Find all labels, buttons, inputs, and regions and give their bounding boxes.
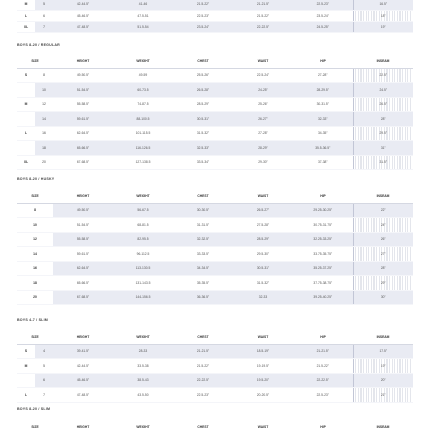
header-hip: HIP (293, 55, 353, 68)
size-cell: S (17, 344, 35, 359)
size-cell: 10 (17, 218, 53, 233)
measure-cell: 47-48.5" (53, 21, 113, 32)
measure-cell: 21.5-22" (293, 359, 353, 374)
measure-cell: 21.5-22" (233, 10, 293, 21)
table-row (17, 97, 413, 112)
table-row (17, 261, 413, 276)
header-height: HEIGHT (53, 190, 113, 203)
size-cell: M (17, 97, 35, 112)
measure-cell: 32-33 (233, 290, 293, 305)
table-row (17, 112, 413, 127)
measure-cell: 45-46.5" (53, 10, 113, 21)
measure-cell: 74-87.5 (113, 97, 173, 112)
measure-cell: 21.5-22" (173, 0, 233, 10)
header-inseam: INSEAM (353, 55, 413, 68)
table-row (17, 10, 413, 21)
measure-cell: 21-21.5" (173, 344, 233, 359)
measure-cell: 30.5-31" (173, 112, 233, 127)
age-cell: 7 (35, 21, 53, 32)
measure-cell: 27.5-28" (233, 218, 293, 233)
table-row (17, 373, 413, 388)
size-cell: XL (17, 155, 35, 170)
measure-cell: 62-64.5" (53, 126, 113, 141)
measure-cell: 41-46 (113, 0, 173, 10)
header-height: HEIGHT (53, 55, 113, 68)
measure-cell: 30-30.5" (173, 203, 233, 218)
header-weight: WEIGHT (113, 190, 173, 203)
measure-cell: 22-22.5" (233, 21, 293, 32)
header-size: SIZE (17, 190, 53, 203)
header-hip: HIP (293, 421, 353, 430)
table-header-row (17, 55, 413, 68)
measure-cell: 21-21.5" (233, 0, 293, 10)
table-row (17, 83, 413, 98)
size-cell (17, 83, 35, 98)
table-row (17, 276, 413, 291)
size-cell: 20 (17, 290, 53, 305)
header-height: HEIGHT (53, 421, 113, 430)
measure-cell: 67-68.5" (53, 290, 113, 305)
measure-cell: 26" (353, 232, 413, 247)
size-cell: 16 (17, 261, 53, 276)
age-cell: 6 (35, 10, 53, 21)
table-row (17, 21, 413, 32)
measure-cell: 30" (353, 290, 413, 305)
measure-cell: 60-73.5 (113, 83, 173, 98)
size-cell: 14 (17, 247, 53, 262)
measure-cell: 30-31.5" (293, 97, 353, 112)
size-cell: XL (17, 21, 35, 32)
size-cell (17, 112, 35, 127)
measure-cell: 22-22.5" (293, 373, 353, 388)
measure-cell: 55-58.5" (53, 232, 113, 247)
age-cell: 12 (35, 97, 53, 112)
measure-cell: 22-22.5" (173, 373, 233, 388)
measure-cell: 127-138.5 (113, 155, 173, 170)
measure-cell: 20" (353, 373, 413, 388)
measure-cell: 65-66.5" (53, 141, 113, 156)
measure-cell: 19-19.5" (233, 359, 293, 374)
measure-cell: 18.5-19" (233, 344, 293, 359)
measure-cell: 21" (353, 388, 413, 403)
measure-cell: 35.5-36.5" (293, 141, 353, 156)
measure-cell: 32-33" (293, 112, 353, 127)
measure-cell: 24.5-25" (293, 21, 353, 32)
header-waist: WAIST (233, 55, 293, 68)
measure-cell: 29.25-30.25" (293, 203, 353, 218)
measure-cell: 23.5-24" (173, 21, 233, 32)
measure-cell: 38.5-43 (113, 373, 173, 388)
header-weight: WEIGHT (113, 55, 173, 68)
size-cell (17, 373, 35, 388)
measure-cell: 31.5" (353, 155, 413, 170)
measure-cell: 28-33 (113, 344, 173, 359)
size-cell: M (17, 0, 35, 10)
measure-cell: 34-34.5" (173, 261, 233, 276)
measure-cell: 22.5-24" (233, 68, 293, 83)
header-size: SIZE (17, 331, 53, 344)
table-row (17, 0, 413, 10)
header-size: SIZE (17, 55, 53, 68)
size-cell: 8 (17, 203, 53, 218)
measure-cell: 16.5" (353, 0, 413, 10)
measure-cell: 59-61.5" (53, 112, 113, 127)
size-table-regular (17, 55, 413, 170)
measure-cell: 29.5-30" (233, 247, 293, 262)
table-row (17, 232, 413, 247)
size-table-slim-4-7 (17, 331, 413, 403)
measure-cell: 25.5-26" (173, 68, 233, 83)
measure-cell: 30.5-31" (233, 261, 293, 276)
size-cell: M (17, 359, 35, 374)
measure-cell: 19" (353, 359, 413, 374)
header-inseam: INSEAM (353, 190, 413, 203)
measure-cell: 35-35.5" (173, 276, 233, 291)
table-row (17, 344, 413, 359)
measure-cell: 27-28" (233, 126, 293, 141)
measure-cell: 31.5-32" (173, 126, 233, 141)
header-waist: WAIST (233, 190, 293, 203)
header-weight: WEIGHT (113, 421, 173, 430)
measure-cell: 34-35" (293, 126, 353, 141)
header-size: SIZE (17, 421, 53, 430)
measure-cell: 24-25" (233, 83, 293, 98)
measure-cell: 43.5-50 (113, 388, 173, 403)
measure-cell: 28" (353, 261, 413, 276)
measure-cell: 22.5-23" (293, 388, 353, 403)
size-cell: S (17, 68, 35, 83)
measure-cell: 28-29.5" (293, 83, 353, 98)
measure-cell: 31" (353, 141, 413, 156)
table-header-row (17, 421, 413, 430)
measure-cell: 82-95.5 (113, 232, 173, 247)
table-row (17, 218, 413, 233)
size-cell: 12 (17, 232, 53, 247)
measure-cell: 42-44.5" (53, 0, 113, 10)
measure-cell: 31.5-32" (233, 276, 293, 291)
header-chest: CHEST (173, 55, 233, 68)
measure-cell: 42-44.5" (53, 359, 113, 374)
table-row (17, 359, 413, 374)
measure-cell: 116-126.5 (113, 141, 173, 156)
table-header-row (17, 331, 413, 344)
table-row (17, 126, 413, 141)
age-cell: 5 (35, 0, 53, 10)
measure-cell: 32.25-33.25" (293, 232, 353, 247)
measure-cell: 22.5-23" (173, 388, 233, 403)
section-title-regular: BOYS 8-20 / REGULAR (17, 43, 60, 47)
header-weight: WEIGHT (113, 331, 173, 344)
measure-cell: 96-112.5 (113, 247, 173, 262)
measure-cell: 22.5-23" (293, 0, 353, 10)
size-table-husky (17, 190, 413, 305)
measure-cell: 62-64.5" (53, 261, 113, 276)
measure-cell: 26.5-28" (173, 83, 233, 98)
size-cell: L (17, 126, 35, 141)
measure-cell: 28.5-29" (173, 97, 233, 112)
measure-cell: 49-50.5" (53, 203, 113, 218)
measure-cell: 22" (353, 203, 413, 218)
size-table-top-partial (17, 0, 413, 33)
measure-cell: 144-156.5 (113, 290, 173, 305)
table-header-row (17, 190, 413, 203)
header-chest: CHEST (173, 190, 233, 203)
measure-cell: 88-100.5 (113, 112, 173, 127)
measure-cell: 65-66.5" (53, 276, 113, 291)
table-row (17, 388, 413, 403)
header-height: HEIGHT (53, 331, 113, 344)
section-title-slim-4-7: BOYS 4-7 / SLIM (17, 318, 48, 322)
measure-cell: 33.75-35.75" (293, 247, 353, 262)
table-row (17, 203, 413, 218)
table-row (17, 141, 413, 156)
measure-cell: 51-54.5" (53, 83, 113, 98)
measure-cell: 26.5" (353, 97, 413, 112)
table-row (17, 247, 413, 262)
measure-cell: 68-81.5 (113, 218, 173, 233)
measure-cell: 25-26" (233, 97, 293, 112)
measure-cell: 37.75-38.75" (293, 276, 353, 291)
measure-cell: 28-29" (233, 141, 293, 156)
measure-cell: 67-68.5" (53, 155, 113, 170)
measure-cell: 18" (353, 10, 413, 21)
header-hip: HIP (293, 190, 353, 203)
measure-cell: 101-115.5 (113, 126, 173, 141)
age-cell: 4 (35, 344, 53, 359)
table-row (17, 155, 413, 170)
header-inseam: INSEAM (353, 331, 413, 344)
age-cell: 20 (35, 155, 53, 170)
measure-cell: 29.5" (353, 126, 413, 141)
header-hip: HIP (293, 331, 353, 344)
measure-cell: 51-54.5" (53, 218, 113, 233)
measure-cell: 39-41.5" (53, 344, 113, 359)
measure-cell: 22.5-23" (173, 10, 233, 21)
table-row (17, 290, 413, 305)
age-cell: 18 (35, 141, 53, 156)
measure-cell: 37-38" (293, 155, 353, 170)
measure-cell: 30.75-31.75" (293, 218, 353, 233)
age-cell: 5 (35, 359, 53, 374)
age-cell: 10 (35, 83, 53, 98)
measure-cell: 19.5-20" (233, 373, 293, 388)
measure-cell: 55-58.5" (53, 97, 113, 112)
measure-cell: 45-46.5" (53, 373, 113, 388)
size-cell: 18 (17, 276, 53, 291)
measure-cell: 56-67.5 (113, 203, 173, 218)
measure-cell: 36-36.5" (173, 290, 233, 305)
measure-cell: 31-31.5" (173, 218, 233, 233)
measure-cell: 51.5-54 (113, 21, 173, 32)
measure-cell: 59-61.5" (53, 247, 113, 262)
age-cell: 7 (35, 388, 53, 403)
measure-cell: 29" (353, 276, 413, 291)
measure-cell: 33-33.5" (173, 247, 233, 262)
measure-cell: 19" (353, 21, 413, 32)
measure-cell: 21-21.5" (293, 344, 353, 359)
section-title-husky: BOYS 8-20 / HUSKY (17, 177, 55, 181)
measure-cell: 27" (353, 247, 413, 262)
measure-cell: 32-32.5" (173, 232, 233, 247)
measure-cell: 33.5-38 (113, 359, 173, 374)
age-cell: 14 (35, 112, 53, 127)
measure-cell: 26.5-27" (233, 203, 293, 218)
measure-cell: 32.5-33" (173, 141, 233, 156)
header-chest: CHEST (173, 421, 233, 430)
age-cell: 8 (35, 68, 53, 83)
section-title-slim-8-20: BOYS 8-20 / SLIM (17, 407, 51, 411)
measure-cell: 22.5" (353, 68, 413, 83)
measure-cell: 49-59 (113, 68, 173, 83)
header-waist: WAIST (233, 421, 293, 430)
measure-cell: 23.5-24" (293, 10, 353, 21)
size-table-slim-8-20 (17, 421, 413, 430)
measure-cell: 26-27" (233, 112, 293, 127)
size-cell (17, 141, 35, 156)
measure-cell: 28" (353, 112, 413, 127)
size-cell: L (17, 388, 35, 403)
measure-cell: 24.5" (353, 83, 413, 98)
size-cell: L (17, 10, 35, 21)
age-cell: 16 (35, 126, 53, 141)
age-cell: 6 (35, 373, 53, 388)
table-row (17, 68, 413, 83)
measure-cell: 21.5-22" (173, 359, 233, 374)
measure-cell: 27-28" (293, 68, 353, 83)
measure-cell: 35.25-37.25" (293, 261, 353, 276)
measure-cell: 17.5" (353, 344, 413, 359)
measure-cell: 113-130.5 (113, 261, 173, 276)
measure-cell: 47.5-51 (113, 10, 173, 21)
measure-cell: 24" (353, 218, 413, 233)
measure-cell: 49-50.5" (53, 68, 113, 83)
measure-cell: 29-30" (233, 155, 293, 170)
measure-cell: 33.5-34" (173, 155, 233, 170)
measure-cell: 47-48.5" (53, 388, 113, 403)
header-inseam: INSEAM (353, 421, 413, 430)
header-chest: CHEST (173, 331, 233, 344)
measure-cell: 28.5-29" (233, 232, 293, 247)
measure-cell: 20-20.5" (233, 388, 293, 403)
measure-cell: 39.25-40.25" (293, 290, 353, 305)
measure-cell: 131-143.5 (113, 276, 173, 291)
header-waist: WAIST (233, 331, 293, 344)
